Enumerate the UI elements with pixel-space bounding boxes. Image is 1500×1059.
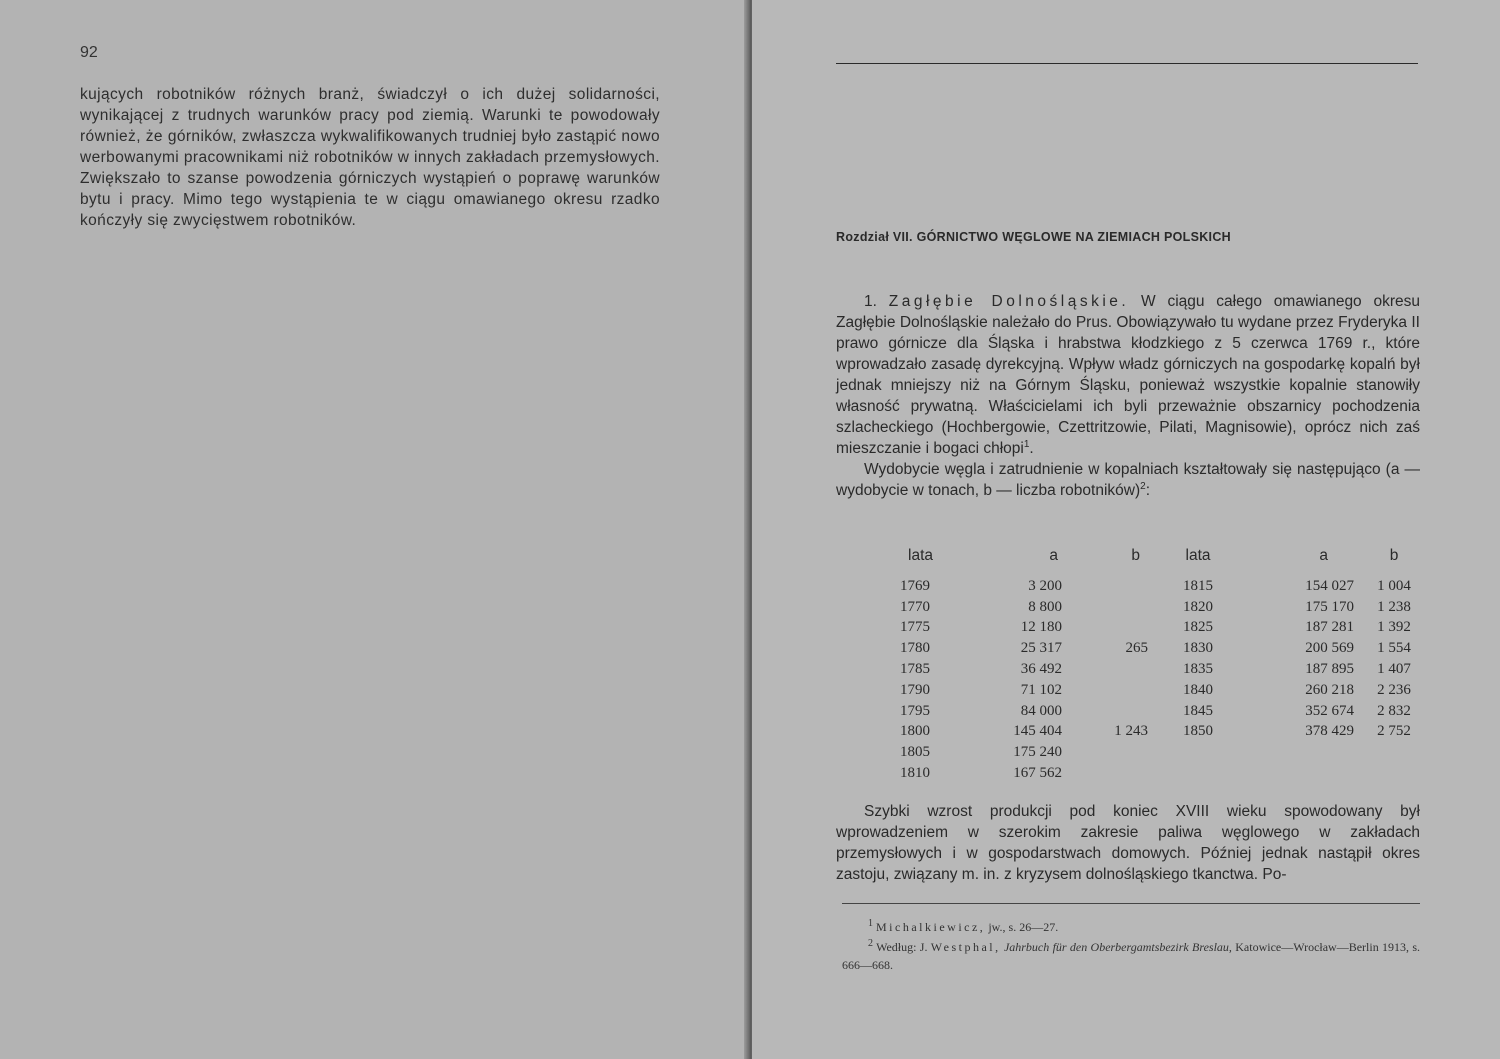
footnote-text: Katowice—Wrocław—Berlin 1913, s. 666—668. (842, 940, 1421, 972)
table-cell: 260 218 (1305, 681, 1354, 698)
table-cell: 378 429 (1305, 723, 1354, 740)
table-row (900, 680, 1434, 701)
table-row (900, 701, 1434, 722)
punctuation: . (1029, 440, 1034, 457)
coal-production-table (900, 545, 1434, 784)
table-row (900, 763, 1434, 784)
table-cell: 1790 (900, 681, 930, 698)
table-cell (1354, 742, 1434, 763)
table-cell (1354, 763, 1434, 784)
table-body (900, 576, 1434, 784)
footnote-author: Westphal, (930, 940, 1001, 954)
footnote-mark: 1 (868, 918, 873, 929)
column-header: lata (908, 547, 933, 564)
right-page (752, 0, 1500, 1059)
table-cell: 1815 (1183, 577, 1213, 594)
table-cell: 200 569 (1305, 640, 1354, 657)
table-cell: 1800 (900, 723, 930, 740)
table-cell: 8 800 (1028, 598, 1062, 615)
table-cell: 71 102 (1020, 681, 1062, 698)
footnote-author: Michalkiewicz, (876, 920, 986, 934)
left-page-text: kujących robotników różnych branż, świadczył o ich dużej solidarności, wynikającej z trudnych warunków pracy pod ziemią. Warunki te powodowały również, że górników, zwłaszcza wykwalifikowanych trudniej było zastąpić nowo werbowanymi pracownikami niż robotników w innych zakładach przemysłowych. Zwiększało to szanse powodzenia górniczych wystąpień o poprawę warunków bytu i pracy. Mimo tego wystąpienia te w ciągu omawianego okresu rzadko kończyły się zwycięstwem robotników. (80, 86, 660, 229)
table-cell: 167 562 (1013, 765, 1062, 782)
table-row (900, 597, 1434, 618)
table-cell: 1 392 (1377, 619, 1411, 636)
table-row (900, 722, 1434, 743)
table-cell: 1 554 (1377, 640, 1411, 657)
table-cell: 187 895 (1305, 661, 1354, 678)
table-cell: 1810 (900, 765, 930, 782)
table-cell (1062, 680, 1148, 701)
table-cell: 1820 (1183, 598, 1213, 615)
column-header: a (1049, 547, 1058, 564)
table-row (900, 576, 1434, 597)
column-header: lata (1185, 547, 1211, 564)
table-cell: 145 404 (1013, 723, 1062, 740)
punctuation: : (1145, 482, 1150, 499)
table-cell: 2 236 (1377, 681, 1411, 698)
table-cell: 1835 (1183, 661, 1213, 678)
section-title: Zagłębie Dolnośląskie. (888, 293, 1130, 310)
table-cell: 12 180 (1020, 619, 1062, 636)
table-cell: 1780 (900, 640, 930, 657)
table-cell: 2 832 (1377, 702, 1411, 719)
footnote-mark: 2 (868, 938, 873, 949)
table-cell: 1770 (900, 598, 930, 615)
footnote-text: jw., s. 26—27. (988, 920, 1059, 934)
table-cell: 1795 (900, 702, 930, 719)
table-cell: 1 243 (1114, 723, 1148, 740)
table-cell: 1775 (900, 619, 930, 636)
table-cell: 1850 (1183, 723, 1213, 740)
table-row (900, 618, 1434, 639)
footnote-title: Jahrbuch für den Oberbergamtsbezirk Breslau, (1003, 940, 1232, 954)
table-cell: 1769 (900, 577, 930, 594)
table-cell: 175 170 (1305, 598, 1354, 615)
footnote-ref: 2 (1140, 480, 1146, 492)
table-cell: 1 238 (1377, 598, 1411, 615)
table-cell: 175 240 (1013, 744, 1062, 761)
table-cell: 36 492 (1020, 661, 1062, 678)
footnote-rule (842, 903, 1420, 904)
footnotes (842, 918, 1420, 976)
table-row (900, 659, 1434, 680)
column-header: b (1131, 547, 1140, 564)
chapter-heading: Rozdział VII. GÓRNICTWO WĘGLOWE NA ZIEMIACH POLSKICH (836, 230, 1231, 244)
table-cell: 1830 (1183, 640, 1213, 657)
paragraph-text: Wydobycie węgla i zatrudnienie w kopalniach kształtowały się następująco (a — wydobycie w tonach, b — liczba robotników) (836, 461, 1420, 499)
table-row (900, 742, 1434, 763)
section-number: 1. (864, 293, 877, 310)
top-rule (836, 63, 1418, 64)
footnote-text: Według: J. (876, 940, 928, 954)
table-cell (1062, 576, 1148, 597)
table-cell: 25 317 (1020, 640, 1062, 657)
table-cell (1062, 742, 1148, 763)
table-cell: 265 (1125, 640, 1148, 657)
paragraph-text: Szybki wzrost produkcji pod koniec XVIII wieku spowodowany był wprowadzeniem w szerokim zakresie paliwa węglowego w zakładach przemysłowych i w gospodarstwach domowych. Później jednak nastąpił okres zastoju, związany m. in. z kryzysem dolnośląskiego tkanctwa. Po- (836, 803, 1420, 883)
table-cell: 154 027 (1305, 577, 1354, 594)
table-cell: 352 674 (1305, 702, 1354, 719)
table-row (900, 638, 1434, 659)
table-cell (1248, 742, 1354, 763)
table-cell: 1825 (1183, 619, 1213, 636)
table-cell: 187 281 (1305, 619, 1354, 636)
table-cell (1148, 742, 1248, 763)
table-cell: 1845 (1183, 702, 1213, 719)
page-number: 92 (80, 44, 98, 61)
table-cell: 1785 (900, 661, 930, 678)
table-cell: 2 752 (1377, 723, 1411, 740)
section-paragraph-1 (836, 291, 1420, 501)
section-paragraph-3 (836, 801, 1420, 885)
left-page (0, 0, 748, 1059)
table-cell (1062, 618, 1148, 639)
table-cell (1062, 659, 1148, 680)
table-cell: 1 407 (1377, 661, 1411, 678)
footnote-1 (842, 918, 1420, 936)
column-header: b (1389, 547, 1399, 564)
table-header-row (900, 545, 1434, 576)
footnote-2 (842, 938, 1420, 974)
table-cell (1062, 701, 1148, 722)
table-cell: 3 200 (1028, 577, 1062, 594)
footnote-ref: 1 (1023, 438, 1030, 450)
column-header: a (1319, 547, 1328, 564)
table-cell (1148, 763, 1248, 784)
table-cell (1062, 597, 1148, 618)
table-cell (1248, 763, 1354, 784)
table-cell: 84 000 (1020, 702, 1062, 719)
table-cell: 1805 (900, 744, 930, 761)
table-cell (1062, 763, 1148, 784)
table-cell: 1 004 (1377, 577, 1411, 594)
paragraph-text: W ciągu całego omawianego okresu Zagłębie Dolnośląskie należało do Prus. Obowiązywało tu wydane przez Fryderyka II prawo górnicze dla Śląska i hrabstwa kłodzkiego z 5 czerwca 1769 r., które wprowadzało zasadę dyrekcyjną. Wpływ władz górniczych na gospodarkę kopalń był jednak mniejszy niż na Górnym Śląsku, ponieważ wszystkie kopalnie stanowiły własność prywatną. Właścicielami ich byli przeważnie obszarnicy pochodzenia szlacheckiego (Hochbergowie, Czettritzowie, Pilati, Magnisowie), oprócz nich zaś mieszczanie i bogaci chłopi (836, 293, 1421, 457)
table-cell: 1840 (1183, 681, 1213, 698)
